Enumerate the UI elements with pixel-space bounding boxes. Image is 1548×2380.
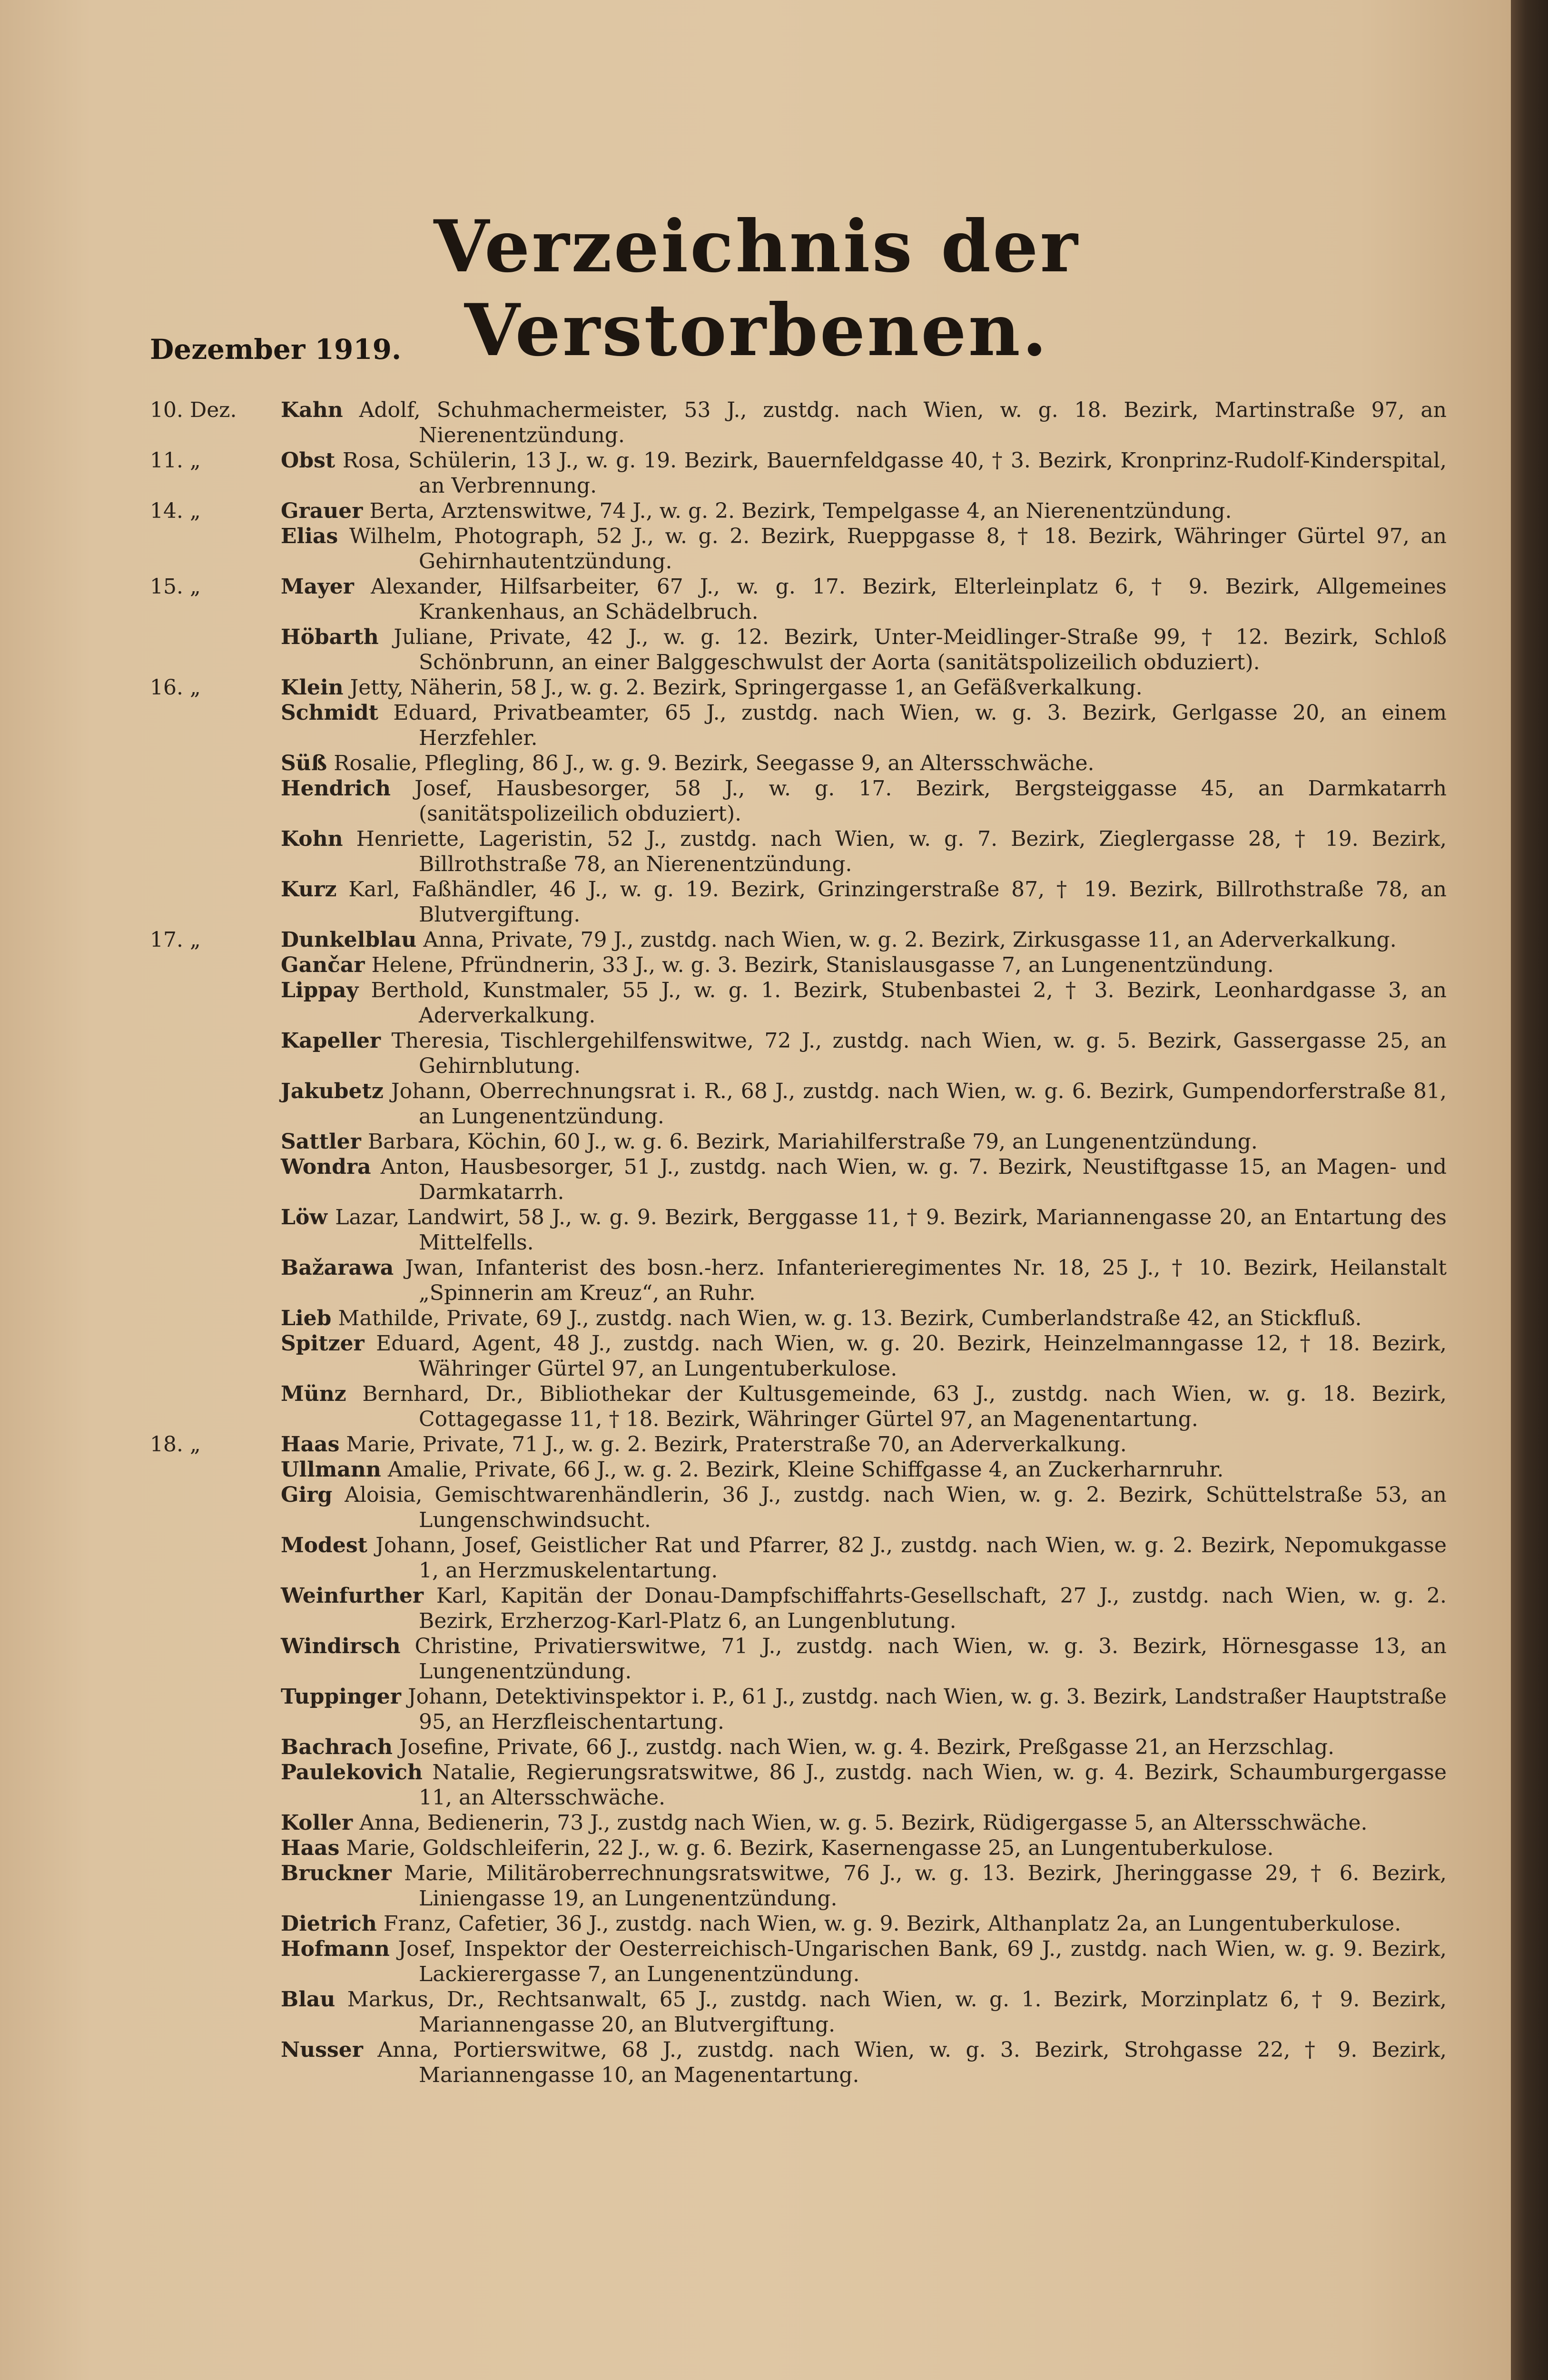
list-item bbox=[143, 751, 1447, 776]
list-item bbox=[143, 574, 1447, 625]
entry-text bbox=[281, 1936, 1447, 1987]
entry-details: Berthold, Kunstmaler, 55 J., w. g. 1. Bezirk, Stubenbastei 2, † 3. Bezirk, Leonhardgasse 3, an Aderverkalkung. bbox=[371, 978, 1447, 1028]
list-item bbox=[143, 1735, 1447, 1760]
entry-details: Natalie, Regierungsratswitwe, 86 J., zustdg. nach Wien, w. g. 4. Bezirk, Schaumburgergasse 11, an Altersschwäche. bbox=[419, 1760, 1447, 1810]
entry-surname: Windirsch bbox=[281, 1634, 401, 1658]
entry-details: Amalie, Private, 66 J., w. g. 2. Bezirk, Kleine Schiffgasse 4, an Zuckerharnruhr. bbox=[387, 1458, 1224, 1482]
list-item bbox=[143, 397, 1447, 448]
list-item bbox=[143, 1533, 1447, 1583]
entry-text bbox=[281, 1255, 1447, 1306]
entry-surname: Girg bbox=[281, 1483, 333, 1507]
list-item bbox=[143, 1634, 1447, 1684]
list-item bbox=[143, 1583, 1447, 1634]
entry-details: Josefine, Private, 66 J., zustdg. nach Wien, w. g. 4. Bezirk, Preßgasse 21, an Herzschlag. bbox=[399, 1735, 1335, 1759]
entry-text bbox=[281, 877, 1447, 927]
list-item bbox=[143, 776, 1447, 826]
entry-details: Barbara, Köchin, 60 J., w. g. 6. Bezirk, Mariahilferstraße 79, an Lungenentzündung. bbox=[367, 1130, 1258, 1154]
entry-surname: Lieb bbox=[281, 1306, 332, 1330]
entry-surname: Grauer bbox=[281, 499, 363, 523]
entry-text bbox=[281, 1129, 1447, 1154]
entry-text bbox=[281, 1457, 1447, 1482]
page-title: Verzeichnis der Verstorbenen. bbox=[434, 205, 1080, 372]
entry-details: Alexander, Hilfsarbeiter, 67 J., w. g. 17. Bezirk, Elterleinplatz 6, † 9. Bezirk, Allgemeines Krankenhaus, an Schädelbruch. bbox=[371, 575, 1447, 624]
entry-details: Anna, Portierswitwe, 68 J., zustdg. nach Wien, w. g. 3. Bezirk, Strohgasse 22, † 9. Bezirk, Mariannengasse 10, an Magenentartung. bbox=[377, 2038, 1447, 2087]
entry-details: Rosa, Schülerin, 13 J., w. g. 19. Bezirk, Bauernfeldgasse 40, † 3. Bezirk, Kronprinz-Rudolf-Kinderspital, an Verbrennung. bbox=[342, 448, 1447, 498]
entry-text bbox=[281, 1306, 1447, 1331]
entry-text bbox=[281, 1810, 1447, 1835]
entry-date: 11. „ bbox=[150, 448, 201, 473]
entry-text bbox=[281, 1432, 1447, 1457]
entry-surname: Modest bbox=[281, 1533, 367, 1557]
entry-details: Aloisia, Gemischtwarenhändlerin, 36 J., zustdg. nach Wien, w. g. 2. Bezirk, Schüttelstraße 53, an Lungenschwindsucht. bbox=[345, 1483, 1447, 1532]
entry-text bbox=[281, 397, 1447, 448]
list-item bbox=[143, 1079, 1447, 1129]
entry-details: Bernhard, Dr., Bibliothekar der Kultusgemeinde, 63 J., zustdg. nach Wien, w. g. 18. Bezirk, Cottagegasse 11, † 18. Bezirk, Währinger Gürtel 97, an Magenentartung. bbox=[362, 1382, 1447, 1431]
entry-text bbox=[281, 1583, 1447, 1634]
entry-text bbox=[281, 524, 1447, 574]
entry-details: Eduard, Agent, 48 J., zustdg. nach Wien, w. g. 20. Bezirk, Heinzelmanngasse 12, † 18. Bezirk, Währinger Gürtel 97, an Lungentuberkulose. bbox=[376, 1331, 1447, 1381]
entry-details: Berta, Arztenswitwe, 74 J., w. g. 2. Bezirk, Tempelgasse 4, an Nierenentzündung. bbox=[369, 499, 1232, 523]
list-item bbox=[143, 1255, 1447, 1306]
entry-surname: Süß bbox=[281, 751, 327, 775]
page-edge bbox=[1511, 0, 1548, 2380]
entry-surname: Bruckner bbox=[281, 1861, 392, 1885]
entry-surname: Nusser bbox=[281, 2038, 363, 2062]
entry-surname: Schmidt bbox=[281, 701, 378, 725]
entry-details: Karl, Kapitän der Donau-Dampfschiffahrts-Gesellschaft, 27 J., zustdg. nach Wien, w. g. 2. Bezirk, Erzherzog-Karl-Platz 6, an Lungenblutung. bbox=[419, 1584, 1447, 1633]
entry-text bbox=[281, 1634, 1447, 1684]
entry-surname: Löw bbox=[281, 1205, 328, 1230]
entry-surname: Jakubetz bbox=[281, 1079, 384, 1103]
death-register-list bbox=[143, 397, 1447, 2088]
entry-surname: Ullmann bbox=[281, 1458, 381, 1482]
entry-surname: Blau bbox=[281, 1987, 335, 2012]
list-item bbox=[143, 1432, 1447, 1457]
list-item bbox=[143, 1861, 1447, 1911]
list-item bbox=[143, 1911, 1447, 1936]
entry-text bbox=[281, 1482, 1447, 1533]
entry-text bbox=[281, 498, 1447, 524]
entry-text bbox=[281, 826, 1447, 877]
entry-details: Anna, Private, 79 J., zustdg. nach Wien, w. g. 2. Bezirk, Zirkusgasse 11, an Aderverkalkung. bbox=[423, 928, 1397, 952]
list-item bbox=[143, 1457, 1447, 1482]
entry-details: Anton, Hausbesorger, 51 J., zustdg. nach Wien, w. g. 7. Bezirk, Neustiftgasse 15, an Magen- und Darmkatarrh. bbox=[380, 1155, 1447, 1204]
list-item bbox=[143, 1154, 1447, 1205]
entry-text bbox=[281, 1861, 1447, 1911]
section-heading: Dezember 1919. bbox=[150, 333, 402, 366]
entry-date: 14. „ bbox=[150, 499, 201, 523]
entry-surname: Hofmann bbox=[281, 1937, 390, 1961]
list-item bbox=[143, 978, 1447, 1028]
list-item bbox=[143, 1331, 1447, 1381]
list-item bbox=[143, 625, 1447, 675]
entry-text bbox=[281, 1205, 1447, 1255]
entry-text bbox=[281, 927, 1447, 952]
entry-date: 16. „ bbox=[150, 675, 201, 700]
entry-text bbox=[281, 776, 1447, 826]
entry-text bbox=[281, 574, 1447, 625]
list-item bbox=[143, 1760, 1447, 1810]
entry-surname: Kohn bbox=[281, 827, 343, 851]
list-item bbox=[143, 700, 1447, 751]
entry-surname: Paulekovich bbox=[281, 1760, 423, 1785]
entry-details: Jetty, Näherin, 58 J., w. g. 2. Bezirk, Springergasse 1, an Gefäßverkalkung. bbox=[350, 675, 1143, 700]
entry-details: Johann, Oberrechnungsrat i. R., 68 J., zustdg. nach Wien, w. g. 6. Bezirk, Gumpendorferstraße 81, an Lungenentzündung. bbox=[391, 1079, 1447, 1129]
entry-date: 18. „ bbox=[150, 1432, 201, 1457]
entry-surname: Kurz bbox=[281, 877, 337, 902]
entry-details: Eduard, Privatbeamter, 65 J., zustdg. nach Wien, w. g. 3. Bezirk, Gerlgasse 20, an einem Herzfehler. bbox=[393, 701, 1447, 750]
entry-date: 10. Dez. bbox=[150, 398, 237, 422]
entry-details: Mathilde, Private, 69 J., zustdg. nach Wien, w. g. 13. Bezirk, Cumberlandstraße 42, an Stickfluß. bbox=[338, 1306, 1362, 1330]
entry-surname: Höbarth bbox=[281, 625, 379, 649]
entry-date: 17. „ bbox=[150, 928, 201, 952]
entry-details: Rosalie, Pflegling, 86 J., w. g. 9. Bezirk, Seegasse 9, an Altersschwäche. bbox=[334, 751, 1094, 775]
entry-details: Markus, Dr., Rechtsanwalt, 65 J., zustdg. nach Wien, w. g. 1. Bezirk, Morzinplatz 6, † 9. Bezirk, Mariannengasse 20, an Blutvergiftung. bbox=[347, 1987, 1447, 2037]
entry-details: Helene, Pfründnerin, 33 J., w. g. 3. Bezirk, Stanislausgasse 7, an Lungenentzündung. bbox=[371, 953, 1274, 977]
entry-surname: Bažarawa bbox=[281, 1256, 394, 1280]
entry-surname: Sattler bbox=[281, 1130, 361, 1154]
entry-details: Marie, Goldschleiferin, 22 J., w. g. 6. Bezirk, Kasernengasse 25, an Lungentuberkulose. bbox=[346, 1836, 1274, 1860]
entry-details: Karl, Faßhändler, 46 J., w. g. 19. Bezirk, Grinzingerstraße 87, † 19. Bezirk, Billrothstraße 78, an Blutvergiftung. bbox=[348, 877, 1447, 927]
entry-text bbox=[281, 1684, 1447, 1735]
entry-text bbox=[281, 675, 1447, 700]
entry-details: Henriette, Lageristin, 52 J., zustdg. nach Wien, w. g. 7. Bezirk, Zieglergasse 28, † 19. Bezirk, Billrothstraße 78, an Nierenentzündung. bbox=[356, 827, 1447, 876]
list-item bbox=[143, 1306, 1447, 1331]
list-item bbox=[143, 675, 1447, 700]
list-item bbox=[143, 927, 1447, 952]
entry-surname: Lippay bbox=[281, 978, 359, 1002]
entry-date: 15. „ bbox=[150, 575, 201, 599]
list-item bbox=[143, 1205, 1447, 1255]
entry-details: Franz, Cafetier, 36 J., zustdg. nach Wien, w. g. 9. Bezirk, Althanplatz 2a, an Lungentuberkulose. bbox=[383, 1912, 1401, 1936]
entry-details: Jwan, Infanterist des bosn.-herz. Infanterieregimentes Nr. 18, 25 J., † 10. Bezirk, Heilanstalt „Spinnerin am Kreuz“, an Ruhr. bbox=[405, 1256, 1447, 1305]
entry-surname: Koller bbox=[281, 1811, 353, 1835]
entry-details: Christine, Privatierswitwe, 71 J., zustdg. nach Wien, w. g. 3. Bezirk, Hörnesgasse 13, an Lungenentzündung. bbox=[414, 1634, 1447, 1684]
entry-text bbox=[281, 1028, 1447, 1079]
list-item bbox=[143, 1129, 1447, 1154]
list-item bbox=[143, 1482, 1447, 1533]
entry-surname: Wondra bbox=[281, 1155, 371, 1179]
entry-details: Johann, Detektivinspektor i. P., 61 J., zustdg. nach Wien, w. g. 3. Bezirk, Landstraßer Hauptstraße 95, an Herzfleischentartung. bbox=[407, 1685, 1447, 1734]
entry-details: Marie, Private, 71 J., w. g. 2. Bezirk, Praterstraße 70, an Aderverkalkung. bbox=[346, 1432, 1127, 1457]
entry-text bbox=[281, 1911, 1447, 1936]
entry-text bbox=[281, 1154, 1447, 1205]
entry-details: Wilhelm, Photograph, 52 J., w. g. 2. Bezirk, Rueppgasse 8, † 18. Bezirk, Währinger Gürtel 97, an Gehirnhautentzündung. bbox=[349, 524, 1447, 574]
entry-surname: Kahn bbox=[281, 398, 343, 422]
list-item bbox=[143, 1987, 1447, 2037]
entry-surname: Weinfurther bbox=[281, 1584, 424, 1608]
entry-surname: Spitzer bbox=[281, 1331, 365, 1356]
entry-details: Marie, Militäroberrechnungsratswitwe, 76 J., w. g. 13. Bezirk, Jheringgasse 29, † 6. Bezirk, Liniengasse 19, an Lungenentzündung. bbox=[404, 1861, 1447, 1911]
entry-details: Lazar, Landwirt, 58 J., w. g. 9. Bezirk, Berggasse 11, † 9. Bezirk, Mariannengasse 20, an Entartung des Mittelfells. bbox=[335, 1205, 1447, 1255]
entry-text bbox=[281, 751, 1447, 776]
entry-text bbox=[281, 1735, 1447, 1760]
list-item bbox=[143, 1684, 1447, 1735]
list-item bbox=[143, 877, 1447, 927]
entry-text bbox=[281, 1533, 1447, 1583]
entry-surname: Münz bbox=[281, 1382, 346, 1406]
entry-text bbox=[281, 1760, 1447, 1810]
entry-surname: Dunkelblau bbox=[281, 928, 417, 952]
entry-text bbox=[281, 625, 1447, 675]
list-item bbox=[143, 1381, 1447, 1432]
entry-details: Josef, Hausbesorger, 58 J., w. g. 17. Bezirk, Bergsteiggasse 45, an Darmkatarrh (sanitätspolizeilich obduziert). bbox=[414, 776, 1447, 826]
entry-surname: Gančar bbox=[281, 953, 365, 977]
entry-surname: Haas bbox=[281, 1836, 340, 1860]
list-item bbox=[143, 498, 1447, 524]
entry-surname: Haas bbox=[281, 1432, 340, 1457]
list-item bbox=[143, 1028, 1447, 1079]
entry-text bbox=[281, 700, 1447, 751]
entry-surname: Mayer bbox=[281, 575, 354, 599]
entry-text bbox=[281, 2037, 1447, 2088]
entry-text bbox=[281, 448, 1447, 498]
entry-details: Juliane, Private, 42 J., w. g. 12. Bezirk, Unter-Meidlinger-Straße 99, † 12. Bezirk, Schloß Schönbrunn, an einer Balggeschwulst der Aorta (sanitätspolizeilich obduziert). bbox=[394, 625, 1447, 674]
entry-details: Josef, Inspektor der Oesterreichisch-Ungarischen Bank, 69 J., zustdg. nach Wien, w. g. 9. Bezirk, Lackierergasse 7, an Lungenentzündung. bbox=[398, 1937, 1447, 1986]
entry-surname: Bachrach bbox=[281, 1735, 393, 1759]
entry-surname: Hendrich bbox=[281, 776, 391, 801]
list-item bbox=[143, 2037, 1447, 2088]
entry-details: Adolf, Schuhmachermeister, 53 J., zustdg. nach Wien, w. g. 18. Bezirk, Martinstraße 97, an Nierenentzündung. bbox=[359, 398, 1447, 447]
entry-surname: Dietrich bbox=[281, 1912, 377, 1936]
list-item bbox=[143, 1936, 1447, 1987]
entry-surname: Kapeller bbox=[281, 1029, 381, 1053]
entry-details: Anna, Bedienerin, 73 J., zustdg nach Wien, w. g. 5. Bezirk, Rüdigergasse 5, an Altersschwäche. bbox=[359, 1811, 1368, 1835]
entry-text bbox=[281, 1079, 1447, 1129]
entry-text bbox=[281, 978, 1447, 1028]
entry-text bbox=[281, 1987, 1447, 2037]
entry-surname: Elias bbox=[281, 524, 338, 548]
entry-text bbox=[281, 1331, 1447, 1381]
entry-text bbox=[281, 952, 1447, 978]
entry-text bbox=[281, 1835, 1447, 1861]
list-item bbox=[143, 448, 1447, 498]
entry-surname: Tuppinger bbox=[281, 1685, 401, 1709]
entry-surname: Klein bbox=[281, 675, 344, 700]
entry-surname: Obst bbox=[281, 448, 335, 473]
list-item bbox=[143, 1810, 1447, 1835]
list-item bbox=[143, 952, 1447, 978]
list-item bbox=[143, 524, 1447, 574]
list-item bbox=[143, 1835, 1447, 1861]
entry-text bbox=[281, 1381, 1447, 1432]
entry-details: Theresia, Tischlergehilfenswitwe, 72 J., zustdg. nach Wien, w. g. 5. Bezirk, Gassergasse 25, an Gehirnblutung. bbox=[391, 1029, 1447, 1078]
entry-details: Johann, Josef, Geistlicher Rat und Pfarrer, 82 J., zustdg. nach Wien, w. g. 2. Bezirk, Nepomukgasse 1, an Herzmuskelentartung. bbox=[375, 1533, 1447, 1583]
list-item bbox=[143, 826, 1447, 877]
